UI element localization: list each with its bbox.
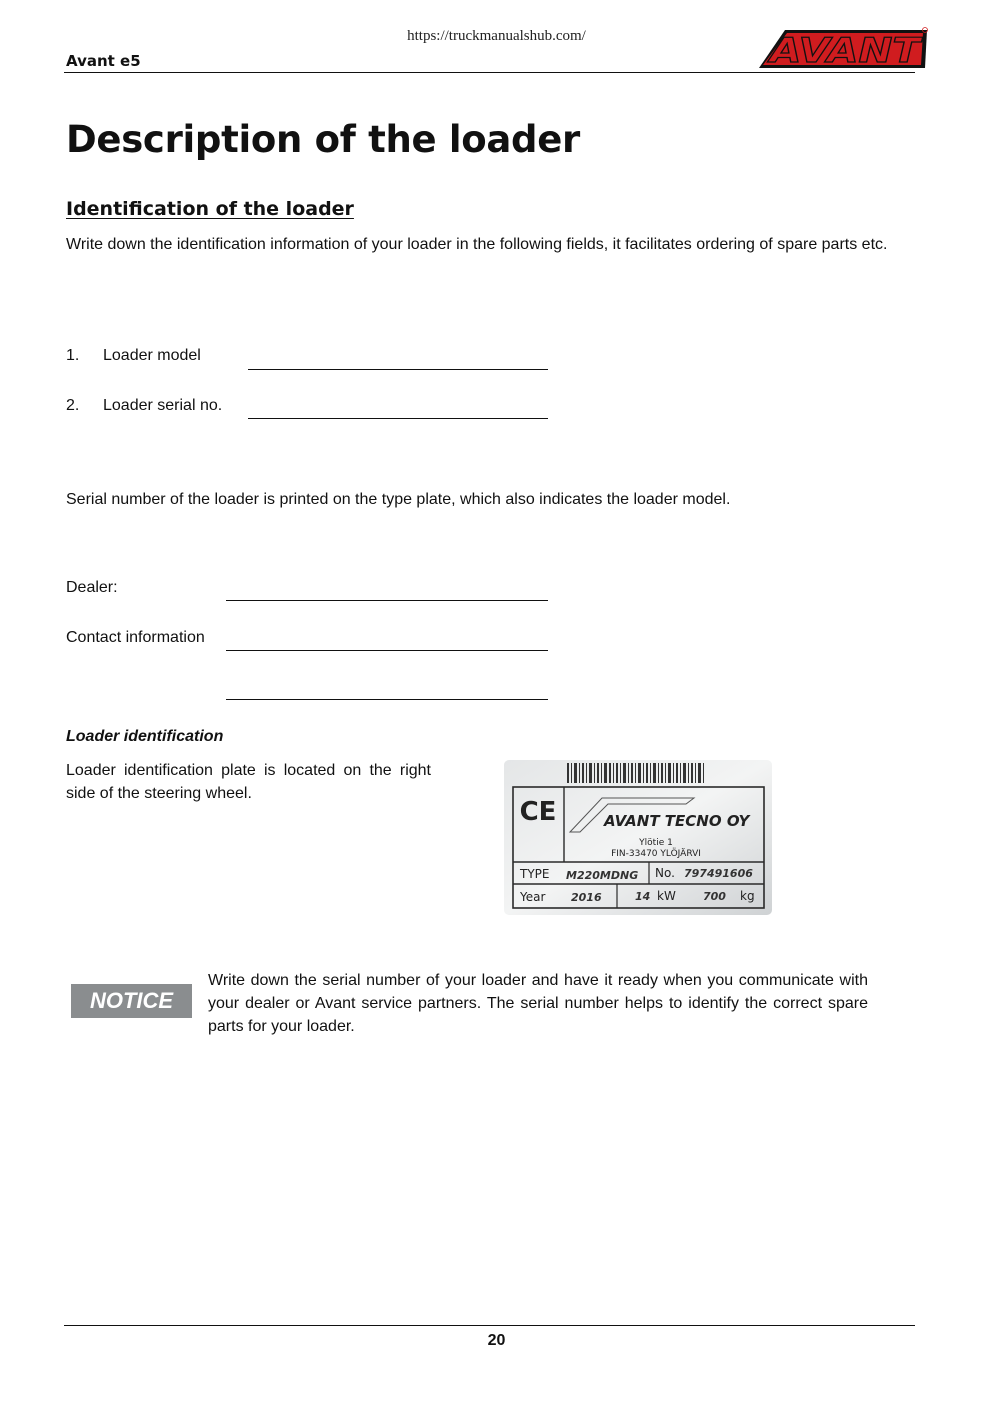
source-url: https://truckmanualshub.com/ — [407, 28, 586, 44]
ce-mark: CE — [519, 797, 557, 827]
dealer-label: Dealer: — [66, 579, 118, 596]
header-rule — [64, 72, 915, 73]
plate-year-value: 2016 — [571, 891, 602, 904]
plate-type-value: M220MDNG — [566, 869, 639, 882]
plate-mass-unit: kg — [740, 889, 755, 903]
field-label: Loader model — [103, 347, 201, 364]
loader-model-line — [248, 369, 548, 370]
plate-mass-value: 700 — [703, 890, 726, 903]
logo-text: AVANT — [766, 31, 924, 70]
field-number: 1. — [66, 347, 80, 364]
avant-logo — [757, 26, 929, 70]
contact-line-1 — [226, 650, 548, 651]
section-heading: Identification of the loader — [66, 198, 354, 220]
page-number: 20 — [487, 1332, 506, 1349]
dealer-line — [226, 600, 548, 601]
contact-line-2 — [226, 699, 548, 700]
notice-badge: NOTICE — [71, 984, 192, 1018]
plate-year-label: Year — [520, 890, 546, 904]
plate-no-value: 797491606 — [684, 867, 753, 880]
identification-text: Loader identification plate is located on the right side of the steering wheel. — [66, 762, 431, 802]
contact-label: Contact information — [66, 629, 205, 646]
notice-text: Write down the serial number of your loader and have it ready when you communicate with your dealer or Avant service partners. The serial number helps to identify the correct spare parts for your loader. — [208, 972, 868, 1035]
field-label: Loader serial no. — [103, 397, 223, 414]
identification-subheading: Loader identification — [66, 728, 224, 745]
serial-note: Serial number of the loader is printed on the type plate, which also indicates the loader model. — [66, 491, 731, 508]
plate-no-label: No. — [655, 866, 675, 880]
loader-serial-line — [248, 418, 548, 419]
plate-power-unit: kW — [657, 889, 676, 903]
field-number: 2. — [66, 397, 80, 414]
type-plate-image — [504, 760, 772, 915]
plate-company: AVANT TECNO OY — [604, 812, 750, 830]
footer-rule — [64, 1325, 915, 1326]
plate-address1: Ylötie 1 — [639, 838, 673, 848]
page-title: Description of the loader — [66, 118, 580, 161]
plate-power-value: 14 — [635, 890, 651, 903]
document-title: Avant e5 — [66, 52, 141, 70]
intro-paragraph: Write down the identification information of your loader in the following fields, it facilitates ordering of spare parts etc. — [66, 236, 888, 253]
plate-type-label: TYPE — [520, 867, 550, 881]
plate-address2: FIN-33470 YLÖJÄRVI — [611, 849, 701, 859]
